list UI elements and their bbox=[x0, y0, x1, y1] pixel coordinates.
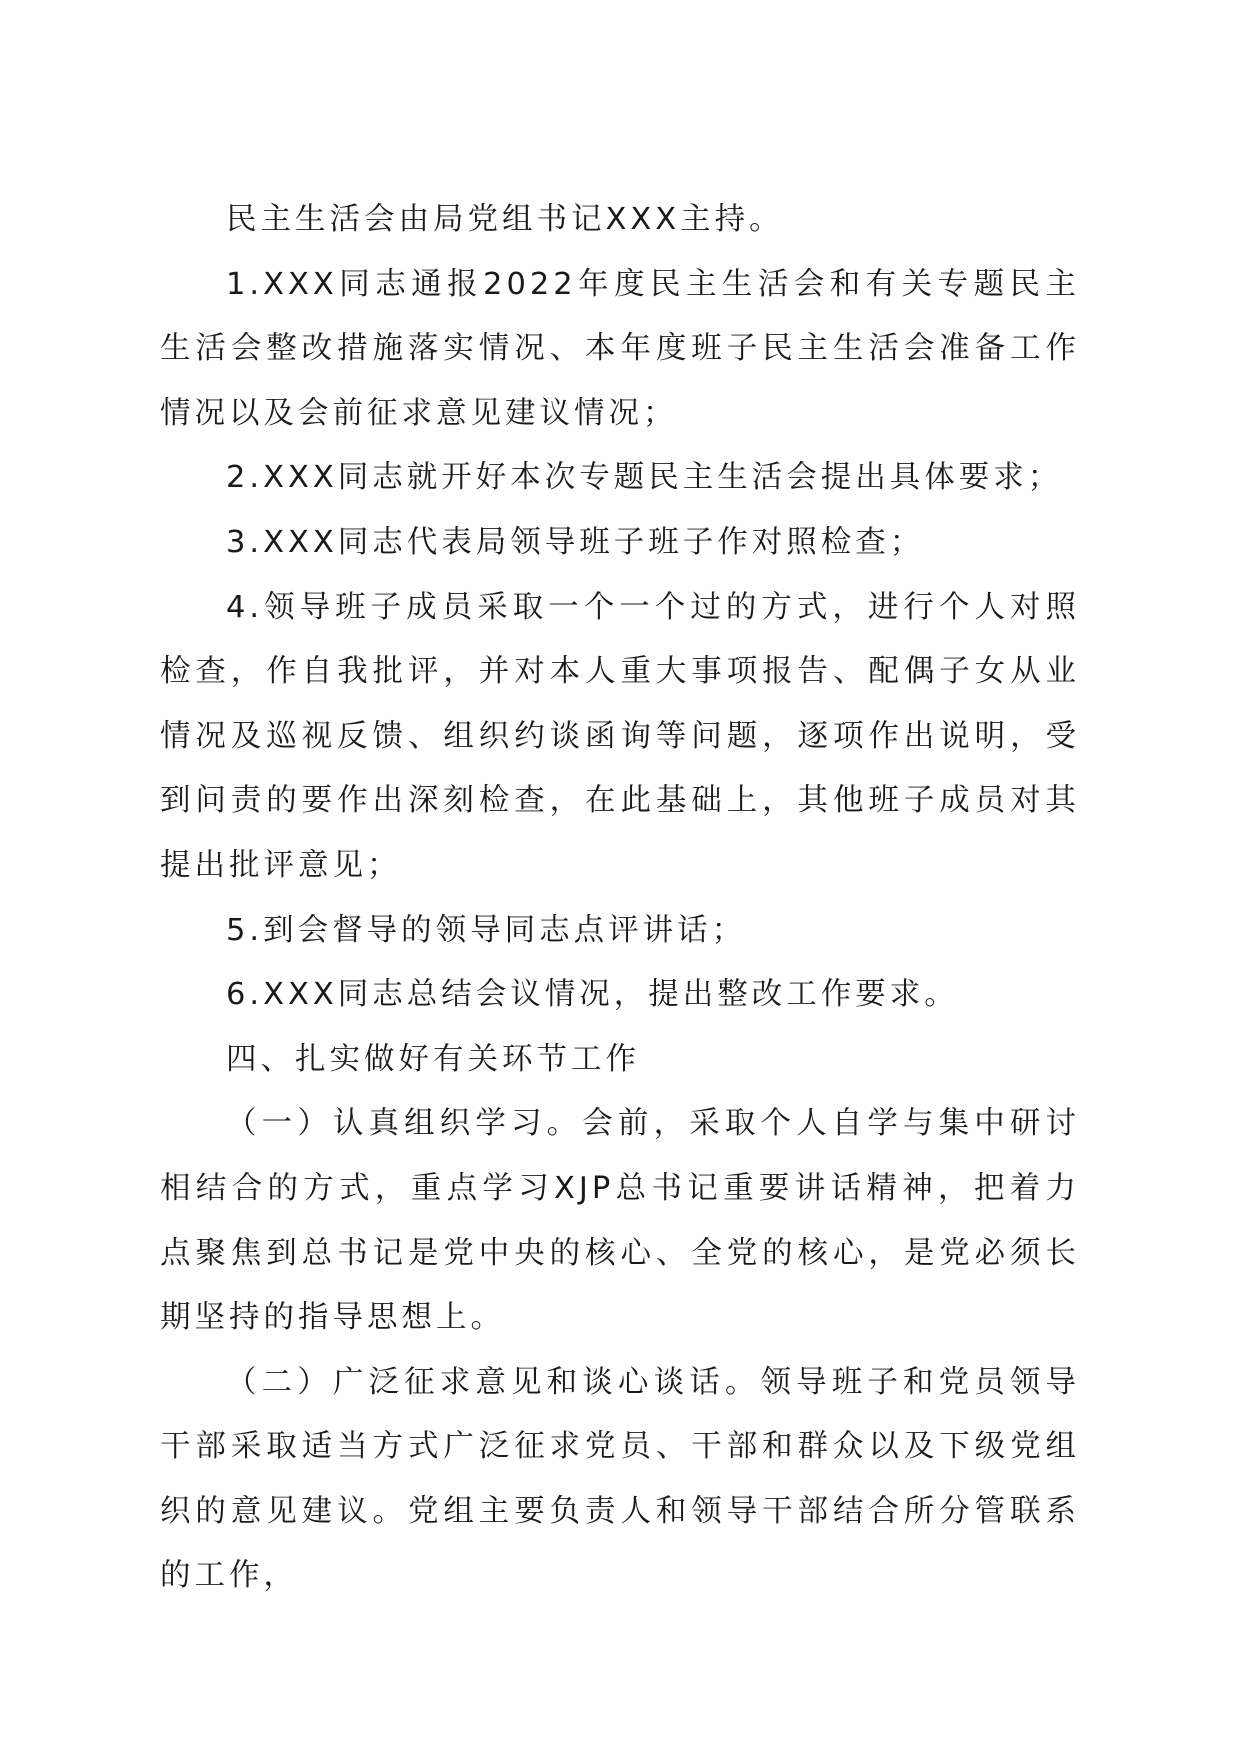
section-heading-4: 四、扎实做好有关环节工作 bbox=[226, 1041, 640, 1077]
paragraph-study: （一）认真组织学习。会前，采取个人自学与集中研讨相结合的方式，重点学习XJP总书记重要讲话精神，把着力点聚焦到总书记是党中央的核心、全党的核心，是党必须长期坚持的指导思想上。 bbox=[160, 1106, 1080, 1336]
paragraph-host-statement: 民主生活会由局党组书记XXX主持。 bbox=[226, 202, 784, 237]
document-body bbox=[160, 188, 1080, 1609]
paragraph-solicit-opinions: （二）广泛征求意见和谈心谈话。领导班子和党员领导干部采取适当方式广泛征求党员、干部和群众以及下级党组织的意见建议。党组主要负责人和领导干部结合所分管联系的工作， bbox=[160, 1364, 1080, 1594]
paragraph-item-6: 6.XXX同志总结会议情况，提出整改工作要求。 bbox=[226, 977, 959, 1013]
paragraph-item-3: 3.XXX同志代表局领导班子班子作对照检查； bbox=[226, 524, 925, 560]
paragraph-item-1: 1.XXX同志通报2022年度民主生活会和有关专题民主生活会整改措施落实情况、本年度班子民主生活会准备工作情况以及会前征求意见建议情况； bbox=[160, 266, 1080, 431]
paragraph-item-5: 5.到会督导的领导同志点评讲话； bbox=[226, 912, 747, 948]
paragraph-item-4: 4.领导班子成员采取一个一个过的方式，进行个人对照检查，作自我批评，并对本人重大事项报告、配偶子女从业情况及巡视反馈、组织约谈函询等问题，逐项作出说明，受到问责的要作出深刻检查，在此基础上，其他班子成员对其提出批评意见； bbox=[160, 589, 1080, 883]
paragraph-item-2: 2.XXX同志就开好本次专题民主生活会提出具体要求； bbox=[226, 460, 1063, 496]
